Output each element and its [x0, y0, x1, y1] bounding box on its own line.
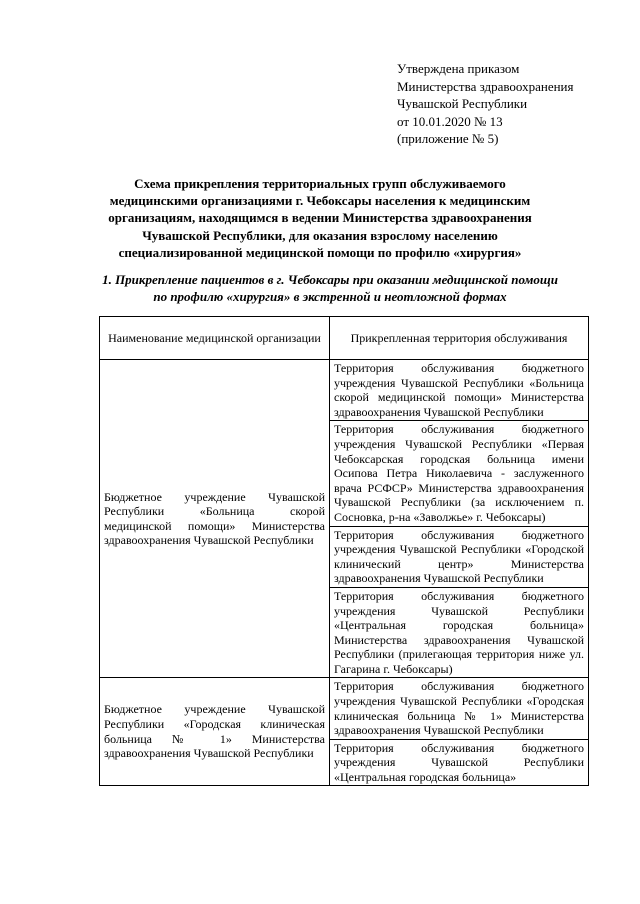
territory-cell: Территория обслуживания бюджетного учреждения Чувашской Республики «Центральная городская больница» Министерства здравоохранения Чувашской Республики (прилегающая территория ниже ул. Гагарина г. Чебоксары) — [330, 587, 589, 678]
territory-cell: Территория обслуживания бюджетного учреждения Чувашской Республики «Городская клиническая больница № 1» Министерства здравоохранения Чувашской Республики — [330, 678, 589, 739]
territory-cell: Территория обслуживания бюджетного учреждения Чувашской Республики «Городской клинический центр» Министерства здравоохранения Чувашской Республики — [330, 526, 589, 587]
organization-cell: Бюджетное учреждение Чувашской Республики «Городская клиническая больница № 1» Министерства здравоохранения Чувашской Республики — [100, 678, 330, 785]
title-line: Чувашской Республики, для оказания взрослому населению — [142, 227, 498, 243]
approval-line: Чувашской Республики — [397, 96, 528, 111]
section-heading — [60, 271, 600, 305]
title-line: организациям, находящимся в ведении Министерства здравоохранения — [108, 210, 532, 226]
table-row — [100, 360, 589, 421]
table-row — [100, 678, 589, 739]
table-header-row — [100, 317, 589, 360]
header-organization: Наименование медицинской организации — [100, 317, 330, 360]
approval-stamp — [397, 60, 627, 148]
section-line: 1. Прикрепление пациентов в г. Чебоксары при оказании медицинской помощи — [102, 272, 558, 287]
territory-cell: Территория обслуживания бюджетного учреждения Чувашской Республики «Центральная городская больница» — [330, 739, 589, 785]
document-title — [70, 175, 570, 261]
territory-cell: Территория обслуживания бюджетного учреждения Чувашской Республики «Больница скорой медицинской помощи» Министерства здравоохранения Чувашской Республики — [330, 360, 589, 421]
title-line: специализированной медицинской помощи по профилю «хирургия» — [118, 244, 522, 260]
title-line: медицинскими организациями г. Чебоксары населения к медицинским — [109, 193, 531, 209]
approval-line: Министерства здравоохранения — [397, 78, 574, 94]
approval-line: от 10.01.2020 № 13 — [397, 113, 503, 129]
section-line: по профилю «хирургия» в экстренной и неотложной формах — [153, 289, 507, 304]
approval-line: Утверждена приказом — [397, 61, 520, 76]
organization-cell: Бюджетное учреждение Чувашской Республики «Больница скорой медицинской помощи» Министерства здравоохранения Чувашской Республики — [100, 360, 330, 678]
attachment-table — [99, 316, 589, 786]
territory-cell: Территория обслуживания бюджетного учреждения Чувашской Республики «Первая Чебоксарская городская больница имени Осипова Петра Николаевича - заслуженного врача РСФСР» Министерства здравоохранения Чувашской Республики (за исключением п. Сосновка, р-на «Заволжье» г. Чебоксары) — [330, 421, 589, 526]
approval-line: (приложение № 5) — [397, 131, 499, 146]
header-territory: Прикрепленная территория обслуживания — [330, 317, 589, 360]
title-line: Схема прикрепления территориальных групп обслуживаемого — [134, 176, 506, 191]
